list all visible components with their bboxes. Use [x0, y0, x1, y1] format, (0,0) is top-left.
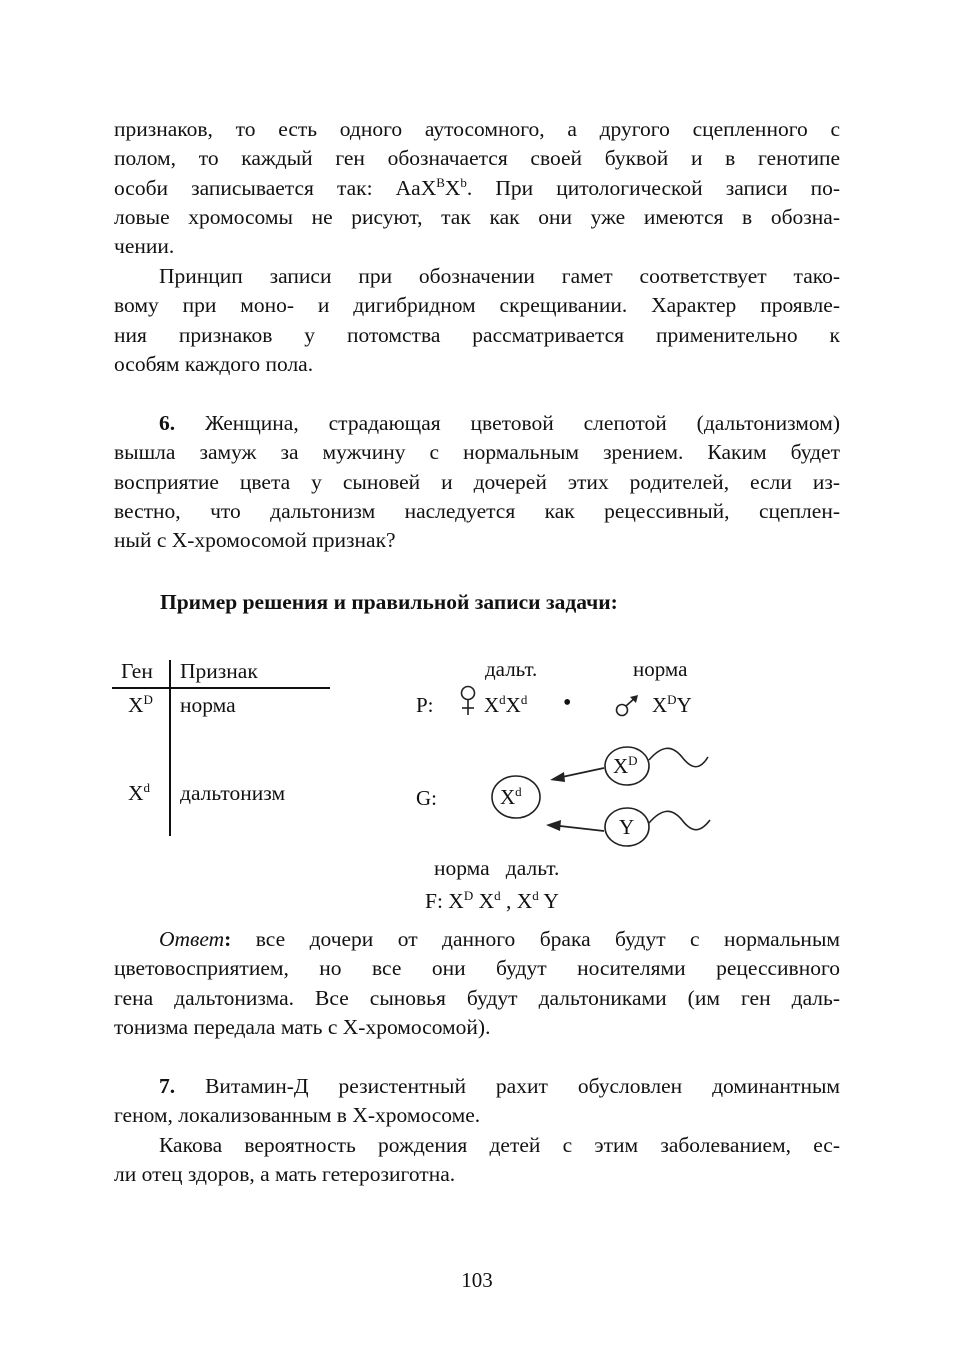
example-heading: Пример решения и правильной записи задачи:: [160, 590, 618, 614]
task-7: [114, 1072, 840, 1189]
text-line: 7. Витамин-Д резистентный рахит обусловлен доминантным: [159, 1074, 840, 1098]
text-line: цветовосприятием, но все они будут носителями рецессивного: [114, 956, 840, 981]
text-line: ли отец здоров, а мать гетерозиготна.: [114, 1161, 456, 1186]
offspring-genotypes: F: $X^D$ $X^d$ , $X^d$ Y: [425, 887, 559, 913]
parents-label: P:: [416, 693, 434, 717]
text-line: ловые хромосомы не рисуют, так как они уже имеются в обозна-: [114, 204, 840, 229]
male-genotype: $X^DY$: [652, 692, 692, 717]
text-line: Какова вероятность рождения детей с этим заболеванием, ес-: [159, 1132, 840, 1157]
answer-label: Ответ: [159, 927, 225, 951]
arrow-head: [550, 772, 565, 782]
text-line: вестно, что дальтонизм наследуется как рецессивный, сцеплен-: [114, 498, 840, 523]
phenotype-label-norm: норма: [633, 657, 688, 681]
answer-paragraph: [114, 925, 840, 1042]
text-line: гена дальтонизма. Все сыновья будут дальтониками (им ген даль-: [114, 985, 840, 1010]
sperm-gamete-y: Y: [619, 815, 635, 839]
text-line: тонизма передала мать с X-хромосомой).: [114, 1014, 491, 1039]
trait-daltonism: дальтонизм: [180, 781, 286, 805]
gametes-label: G:: [416, 786, 437, 810]
text-line: геном, локализованным в X-хромосоме.: [114, 1103, 481, 1128]
text-line: ный с X-хромосомой признак?: [114, 528, 396, 553]
text-line: Принцип записи при обозначении гамет соответствует тако-: [159, 264, 840, 288]
sperm-tail: [649, 811, 710, 829]
text-line: полом, то каждый ген обозначается своей буквой и в генотипе: [114, 146, 840, 171]
cross-dot: •: [563, 690, 572, 716]
phenotype-label-daltonic: дальт.: [485, 657, 538, 681]
page-number: 103: [461, 1268, 493, 1292]
trait-normal: норма: [180, 693, 236, 717]
female-genotype: $X^dX^d$: [484, 692, 528, 717]
female-symbol-ring: [462, 687, 475, 700]
gene-symbol-recessive: $X^d$: [128, 779, 151, 805]
genotype-sup: b: [460, 174, 467, 190]
text-line: особям каждого пола.: [114, 351, 314, 376]
text-line: вому при моно- и дигибридном скрещивании. Характер проявле-: [114, 293, 840, 318]
male-symbol-ring: [617, 705, 628, 716]
genotype-sup: B: [436, 174, 445, 190]
genotype-mid: X: [444, 175, 461, 200]
text-line: вышла замуж за мужчину с нормальным зрением. Каким будет: [114, 440, 840, 465]
offspring-phenotypes: норма дальт.: [434, 856, 560, 880]
text-line-rest: Женщина, страдающая цветовой слепотой (дальтонизмом): [175, 411, 840, 435]
gene-symbol-dominant: $X^D$: [128, 691, 153, 717]
arrow-line: [560, 826, 604, 831]
table-header-trait: Признак: [180, 659, 258, 683]
genotype-prefix: особи записывается так: AaX: [114, 175, 437, 200]
text-line: восприятие цвета у сыновей и дочерей этих родителей, если из-: [114, 469, 840, 494]
genotype-suffix: . При цитологической записи по-: [466, 175, 840, 200]
sperm-tail: [649, 748, 708, 766]
text-line: чении.: [114, 234, 175, 259]
text-line: Ответ: все дочери от данного брака будут с нормальным: [159, 927, 840, 951]
sperm-gamete-x: $X^D$: [613, 753, 638, 778]
table-header-gene: Ген: [121, 659, 153, 683]
task-number: 7.: [159, 1074, 176, 1098]
text-line: признаков, то есть одного аутосомного, а другого сцепленного с: [114, 117, 840, 141]
task-number: 6.: [159, 411, 176, 435]
arrow-head: [546, 820, 561, 831]
text-line: ния признаков у потомства рассматривается применительно к: [114, 322, 840, 347]
egg-gamete: $X^d$: [500, 784, 522, 809]
arrow-line: [562, 768, 604, 777]
